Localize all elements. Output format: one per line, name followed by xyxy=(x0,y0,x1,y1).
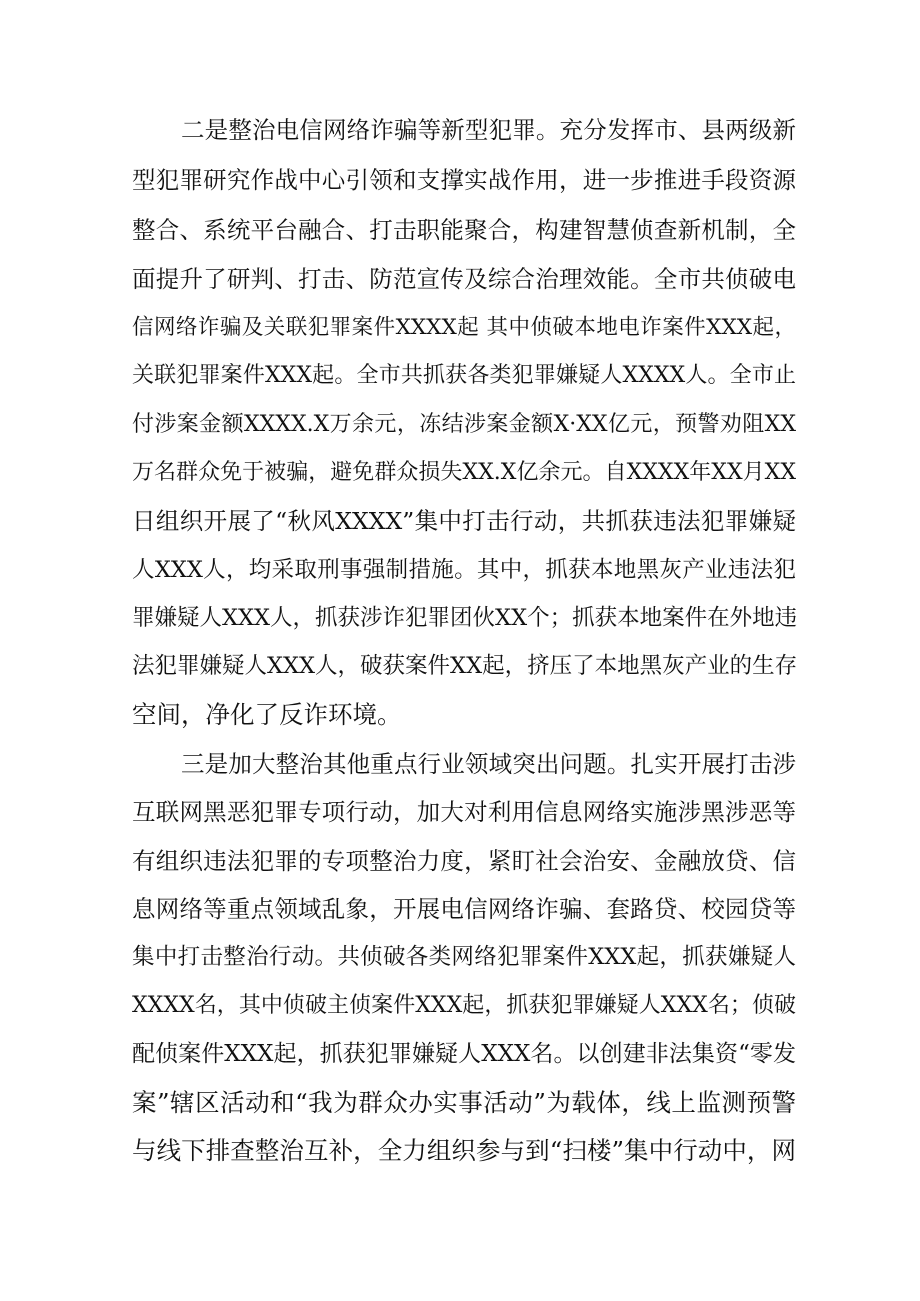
text-line: 三是加大整治其他重点行业领域突出问题。扎实开展打击涉 xyxy=(181,750,796,778)
text-line: 有组织违法犯罪的专项整治力度，紧盯社会治安、金融放贷、信 xyxy=(132,847,796,875)
text-line: 整合、系统平台融合、打击职能聚合，构建智慧侦查新机制，全 xyxy=(132,216,796,244)
text-line: 二是整治电信网络诈骗等新型犯罪。充分发挥市、县两级新 xyxy=(181,116,796,144)
text-line: 关联犯罪案件XXX起。全市共抓获各类犯罪嫌疑人XXXX人。全市止 xyxy=(132,363,796,388)
text-line: 型犯罪研究作战中心引领和支撑实战作用，进一步推进手段资源 xyxy=(132,166,796,194)
text-line: 人XXX人，均采取刑事强制措施。其中，抓获本地黑灰产业违法犯 xyxy=(132,557,796,583)
text-line: 信网络诈骗及关联犯罪案件XXXX起 其中侦破本地电诈案件XXX起， xyxy=(132,315,796,340)
text-line: 与线下排查整治互补，全力组织参与到“扫楼”集中行动中，网 xyxy=(132,1136,796,1165)
text-line: 万名群众免于被骗，避免群众损失XX.X亿余元。自XXXX年XX月XX xyxy=(132,460,796,485)
text-line: 付涉案金额XXXX.X万余元，冻结涉案金额X·XX亿元，预警劝阻XX xyxy=(132,412,796,437)
text-line: 集中打击整治行动。共侦破各类网络犯罪案件XXX起，抓获嫌疑人 xyxy=(132,944,796,970)
text-line: 空间，净化了反诈环境。 xyxy=(132,700,402,729)
text-line: 互联网黑恶犯罪专项行动，加大对利用信息网络实施涉黑涉恶等 xyxy=(132,798,796,826)
text-line: 罪嫌疑人XXX人，抓获涉诈犯罪团伙XX个；抓获本地案件在外地违 xyxy=(132,605,798,631)
text-line: 案”辖区活动和“我为群众办实事活动”为载体，线上监测预警 xyxy=(132,1088,796,1117)
text-line: 息网络等重点领域乱象，开展电信网络诈骗、套路贷、校园贷等 xyxy=(132,895,796,923)
text-line: 面提升了研判、打击、防范宣传及综合治理效能。全市共侦破电 xyxy=(132,265,796,293)
text-line: 配侦案件XXX起，抓获犯罪嫌疑人XXX名。以创建非法集资“零发 xyxy=(132,1041,796,1067)
text-line: XXXX名，其中侦破主侦案件XXX起，抓获犯罪嫌疑人XXX名；侦破 xyxy=(132,993,796,1018)
text-line: 日组织开展了“秋风XXXX”集中打击行动，共抓获违法犯罪嫌疑 xyxy=(132,507,796,535)
text-line: 法犯罪嫌疑人XXX人，破获案件XX起，挤压了本地黑灰产业的生存 xyxy=(132,653,798,679)
